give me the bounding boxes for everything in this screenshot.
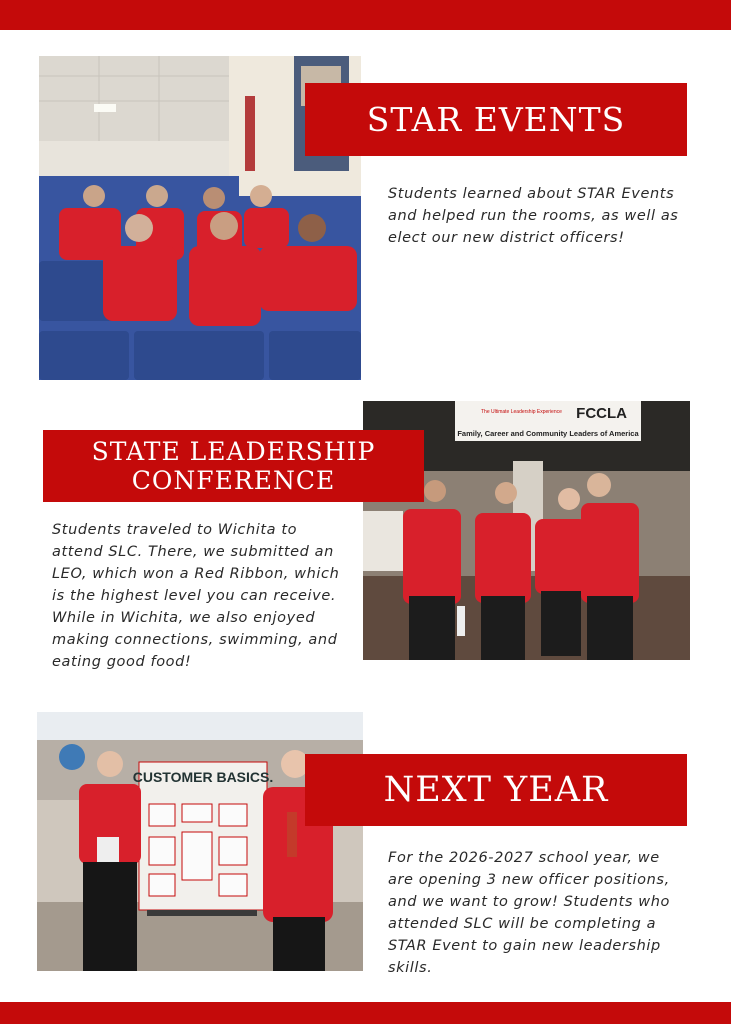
fccla-sign-brand: FCCLA xyxy=(576,405,627,422)
next-year-photo xyxy=(37,712,363,971)
next-year-banner xyxy=(305,754,687,826)
star-events-banner xyxy=(305,83,687,156)
next-year-title: NEXT YEAR xyxy=(383,770,609,810)
fccla-sign-tagline: Family, Career and Community Leaders of America xyxy=(457,429,639,438)
slc-title: STATE LEADERSHIP CONFERENCE xyxy=(91,437,376,495)
star-events-description: Students learned about STAR Events and helped run the rooms, as well as elect our new district officers! xyxy=(388,186,679,246)
slc-banner xyxy=(43,430,424,502)
fccla-sign-small: The Ultimate Leadership Experience xyxy=(481,409,562,415)
poster-title: CUSTOMER BASICS. xyxy=(132,769,274,785)
slc-description: Students traveled to Wichita to attend SLC. There, we submitted an LEO, which won a Red Ribbon, which is the highest level you can receive. While in Wichita, we also enjoyed making connections, swimming, and eating good food! xyxy=(52,522,340,670)
bottom-accent-bar xyxy=(0,1002,731,1024)
star-events-title: STAR EVENTS xyxy=(366,100,626,139)
next-year-description: For the 2026-2027 school year, we are opening 3 new officer positions, and we want to grow! Students who attended SLC will be completing a STAR Event to gain new leadership skills. xyxy=(388,850,670,976)
top-accent-bar xyxy=(0,0,731,30)
